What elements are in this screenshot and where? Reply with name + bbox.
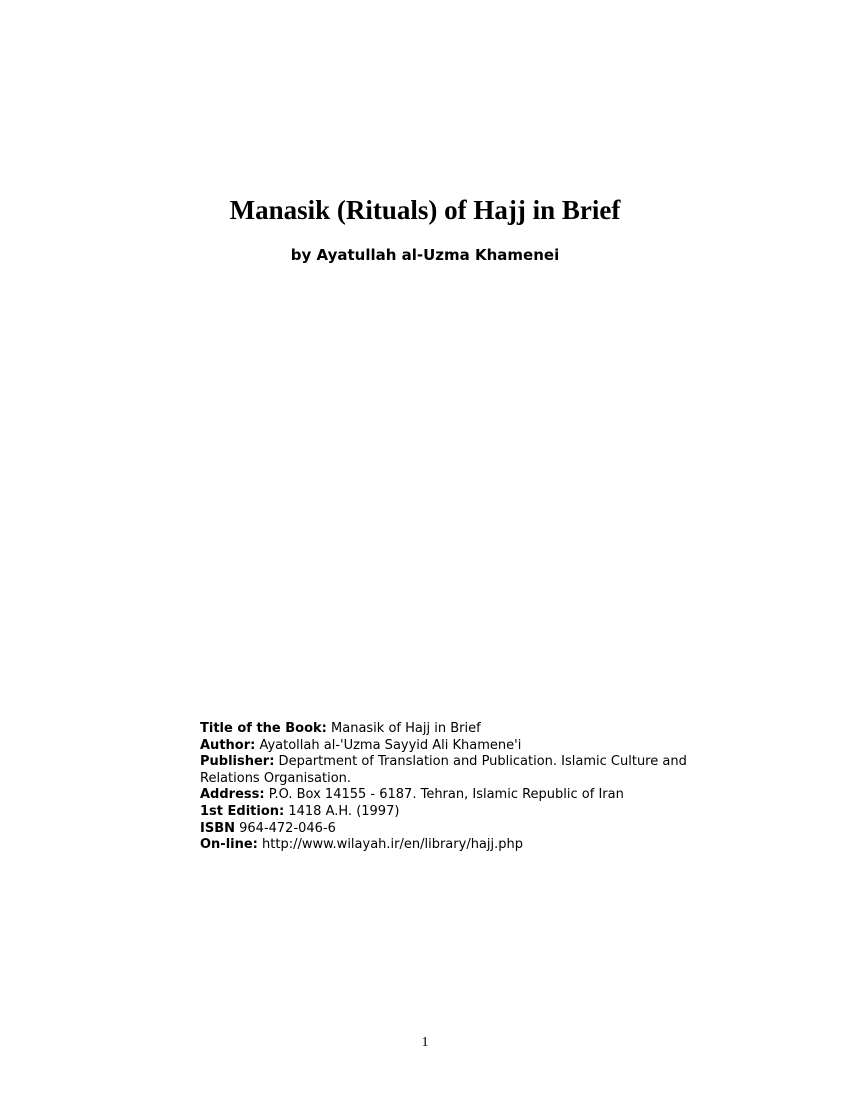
colophon-title-value: Manasik of Hajj in Brief [326, 721, 481, 736]
colophon-publisher-value: Department of Translation and Publication. Islamic Culture and Relations Organisation. [200, 754, 687, 786]
colophon-edition-label: 1st Edition: [200, 803, 285, 819]
colophon-publisher-label: Publisher: [200, 754, 275, 770]
colophon-edition-value: 1418 A.H. (1997) [284, 803, 400, 819]
colophon-author-label: Author: [200, 737, 256, 753]
colophon-isbn-label: ISBN [200, 820, 235, 836]
colophon-isbn-value: 964-472-046-6 [235, 820, 336, 836]
colophon-online-link[interactable]: http://www.wilayah.ir/en/library/hajj.php [257, 837, 524, 853]
colophon-edition-row [200, 804, 740, 821]
colophon-online-label: On-line: [200, 837, 258, 853]
colophon-isbn-row [200, 821, 740, 838]
colophon-address-value: P.O. Box 14155 - 6187. Tehran, Islamic Republic of Iran [264, 787, 624, 803]
colophon-publisher-row [200, 754, 740, 787]
document-byline: by Ayatullah al-Uzma Khamenei [290, 246, 560, 264]
colophon-address-label: Address: [200, 787, 265, 803]
colophon-title-label: Title of the Book: [200, 721, 327, 736]
page-number: 1 [421, 1035, 429, 1050]
colophon [200, 721, 740, 854]
colophon-online-row [200, 837, 740, 854]
document-title: Manasik (Rituals) of Hajj in Brief [229, 195, 621, 225]
colophon-author-row [200, 738, 740, 755]
colophon-author-value: Ayatollah al-'Uzma Sayyid Ali Khamene'i [255, 737, 522, 753]
colophon-address-row [200, 787, 740, 804]
colophon-title-row [200, 721, 740, 738]
